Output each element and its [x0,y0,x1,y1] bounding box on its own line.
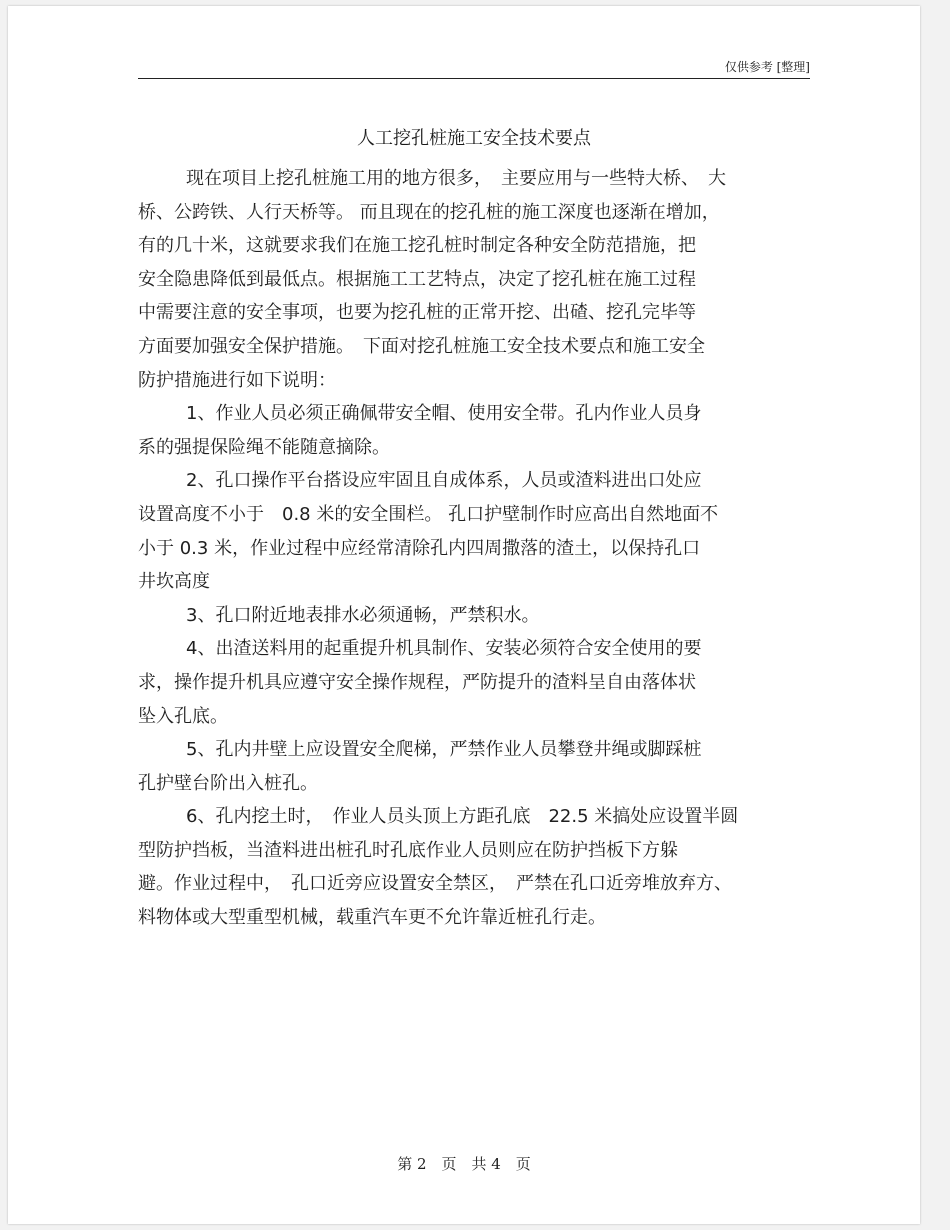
body-line: 井坎高度 [138,571,210,593]
body-line: 料物体或大型重型机械，载重汽车更不允许靠近桩孔行走。 [138,907,606,929]
body-line: 小于 0.3 米，作业过程中应经常清除孔内四周撒落的渣土，以保持孔口 [138,537,701,559]
document-title: 人工挖孔桩施工安全技术要点 [357,128,591,149]
header-note: 仅供参考 [整理] [724,60,810,74]
body-line: 有的几十米，这就要求我们在施工挖孔桩时制定各种安全防范措施，把 [138,235,696,257]
body-line: 中需要注意的安全事项，也要为挖孔桩的正常开挖、出碴、挖孔完毕等 [138,302,696,324]
body-line: 3、孔口附近地表排水必须通畅，严禁积水。 [186,604,540,626]
body-line: 求，操作提升机具应遵守安全操作规程，严防提升的渣料呈自由落体状 [138,671,696,693]
body-line: 型防护挡板，当渣料进出桩孔时孔底作业人员则应在防护挡板下方躲 [138,839,678,861]
body-line: 设置高度不小于 0.8 米的安全围栏。 孔口护壁制作时应高出自然地面不 [138,503,719,525]
body-line: 孔护壁台阶出入桩孔。 [138,772,318,794]
body-line: 5、孔内井壁上应设置安全爬梯，严禁作业人员攀登井绳或脚踩桩 [186,739,702,761]
body-line: 4、出渣送料用的起重提升机具制作、安装必须符合安全使用的要 [186,638,702,660]
body-line: 1、作业人员必须正确佩带安全帽、使用安全带。孔内作业人员身 [186,403,702,425]
page-footer: 第 2 页 共 4 页 [397,1155,531,1173]
body-line: 6、孔内挖土时， 作业人员头顶上方距孔底 22.5 米搞处应设置半圆 [186,806,739,828]
body-line: 现在项目上挖孔桩施工用的地方很多， 主要应用与一些特大桥、 大 [186,168,726,189]
body-line: 方面要加强安全保护措施。 下面对挖孔桩施工安全技术要点和施工安全 [138,335,705,357]
body-line: 防护措施进行如下说明： [138,369,336,391]
document-body [138,162,813,935]
body-line: 系的强提保险绳不能随意摘除。 [138,436,390,458]
body-line: 桥、公跨铁、人行天桥等。 而且现在的挖孔桩的施工深度也逐渐在增加， [138,201,720,223]
body-line: 避。作业过程中， 孔口近旁应设置安全禁区， 严禁在孔口近旁堆放弃方、 [138,873,732,895]
body-line: 2、孔口操作平台搭设应牢固且自成体系，人员或渣料进出口处应 [186,470,702,492]
body-line: 安全隐患降低到最低点。根据施工工艺特点，决定了挖孔桩在施工过程 [138,268,696,290]
body-line: 坠入孔底。 [138,705,228,727]
document-page [8,6,920,1224]
header-rule [138,78,810,79]
